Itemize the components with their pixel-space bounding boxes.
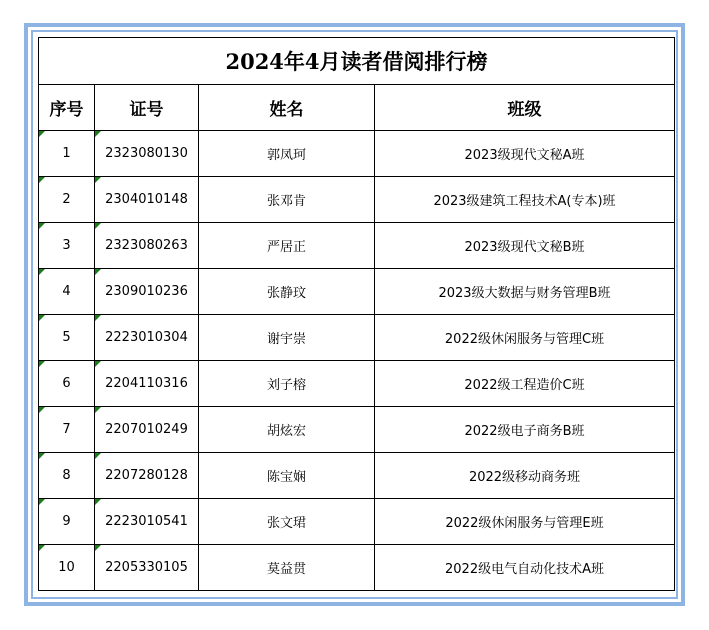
name-cell: 谢宇崇 — [199, 315, 375, 361]
serial-cell: 10 — [39, 545, 95, 591]
card-id-cell: 2323080130 — [95, 131, 199, 177]
serial-cell: 9 — [39, 499, 95, 545]
header-card-id: 证号 — [95, 85, 199, 131]
serial-cell: 4 — [39, 269, 95, 315]
card-id-cell: 2223010304 — [95, 315, 199, 361]
serial-cell: 8 — [39, 453, 95, 499]
class-cell: 2022级电气自动化技术A班 — [375, 545, 675, 591]
card-id-cell: 2309010236 — [95, 269, 199, 315]
card-id-cell: 2204110316 — [95, 361, 199, 407]
name-cell: 郭凤珂 — [199, 131, 375, 177]
name-cell: 莫益贯 — [199, 545, 375, 591]
table-title: 2024年4月读者借阅排行榜 — [39, 38, 675, 85]
table-row — [39, 177, 675, 223]
table-row — [39, 545, 675, 591]
table-row — [39, 407, 675, 453]
class-cell: 2023级现代文秘B班 — [375, 223, 675, 269]
serial-cell: 1 — [39, 131, 95, 177]
header-class: 班级 — [375, 85, 675, 131]
card-id-cell: 2207280128 — [95, 453, 199, 499]
serial-cell: 5 — [39, 315, 95, 361]
class-cell: 2023级大数据与财务管理B班 — [375, 269, 675, 315]
table-row — [39, 361, 675, 407]
class-cell: 2023级建筑工程技术A(专本)班 — [375, 177, 675, 223]
name-cell: 张邓肯 — [199, 177, 375, 223]
title-row — [39, 38, 675, 85]
name-cell: 严居正 — [199, 223, 375, 269]
class-cell: 2022级休闲服务与管理E班 — [375, 499, 675, 545]
card-id-cell: 2207010249 — [95, 407, 199, 453]
header-row — [39, 85, 675, 131]
table-body — [39, 131, 675, 591]
name-cell: 刘子榕 — [199, 361, 375, 407]
class-cell: 2022级工程造价C班 — [375, 361, 675, 407]
card-id-cell: 2223010541 — [95, 499, 199, 545]
class-cell: 2022级电子商务B班 — [375, 407, 675, 453]
card-id-cell: 2323080263 — [95, 223, 199, 269]
table-row — [39, 131, 675, 177]
name-cell: 张静玟 — [199, 269, 375, 315]
serial-cell: 2 — [39, 177, 95, 223]
class-cell: 2022级休闲服务与管理C班 — [375, 315, 675, 361]
ranking-table — [38, 37, 675, 591]
class-cell: 2022级移动商务班 — [375, 453, 675, 499]
table-row — [39, 315, 675, 361]
header-serial: 序号 — [39, 85, 95, 131]
table-row — [39, 453, 675, 499]
table-row — [39, 223, 675, 269]
card-id-cell: 2205330105 — [95, 545, 199, 591]
table-row — [39, 269, 675, 315]
class-cell: 2023级现代文秘A班 — [375, 131, 675, 177]
name-cell: 张文珺 — [199, 499, 375, 545]
serial-cell: 7 — [39, 407, 95, 453]
table-row — [39, 499, 675, 545]
serial-cell: 3 — [39, 223, 95, 269]
name-cell: 胡炫宏 — [199, 407, 375, 453]
card-id-cell: 2304010148 — [95, 177, 199, 223]
serial-cell: 6 — [39, 361, 95, 407]
header-name: 姓名 — [199, 85, 375, 131]
name-cell: 陈宝娴 — [199, 453, 375, 499]
